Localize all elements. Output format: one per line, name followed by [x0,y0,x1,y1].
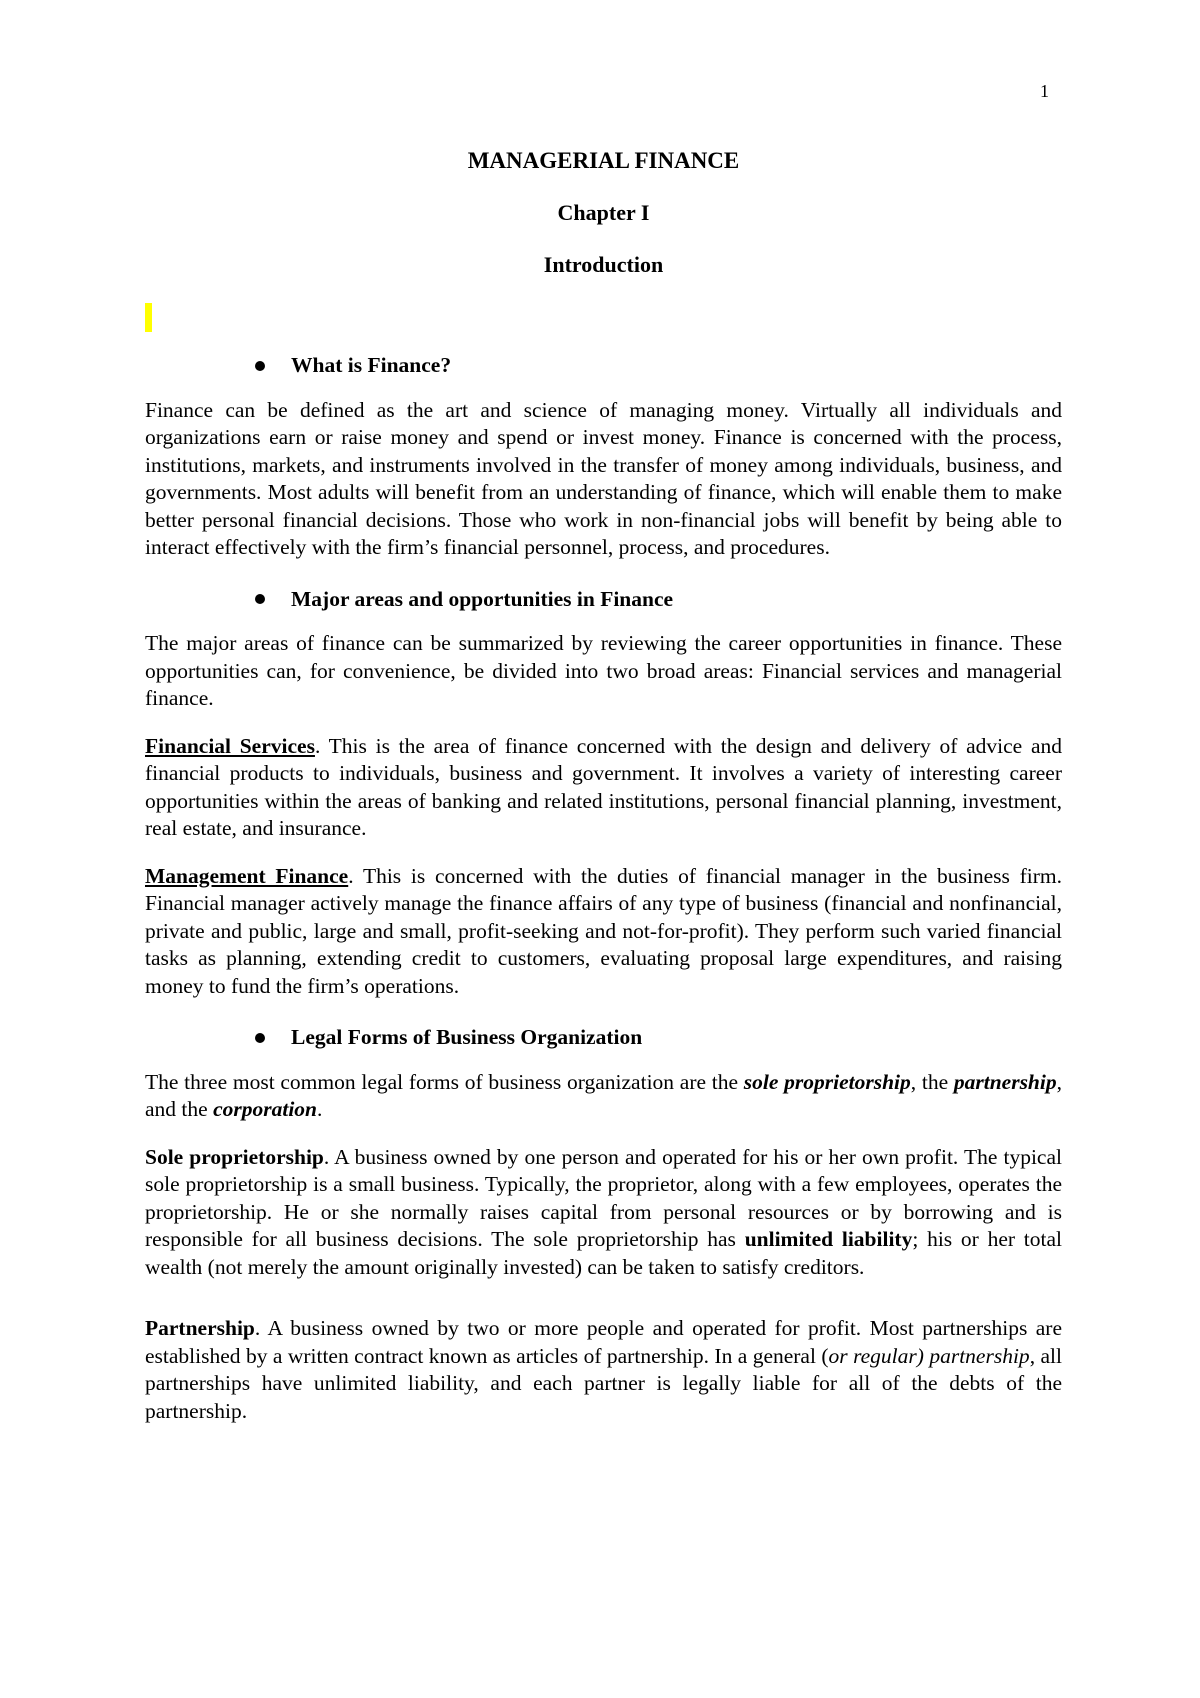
term-sole-proprietorship: sole proprietorship [743,1069,911,1094]
paragraph-legal-forms-intro [145,1069,1062,1124]
chapter-heading: Chapter I [557,200,650,225]
term-regular-partnership: or regular) partnership [828,1343,1030,1368]
term-unlimited-liability: unlimited liability [744,1227,913,1251]
bullet-icon [255,361,265,371]
term-corporation: corporation [213,1097,317,1121]
paragraph-finance-definition: Finance can be defined as the art and science of managing money. Virtually all individuals and organizations earn or raise money and spend or invest money. Finance is concerned with the process, institutions, markets, and instruments involved in the transfer of money among individuals, business, and governments. Most adults will benefit from an understanding of finance, which will enable them to make better personal financial decisions. Those who work in non-financial jobs will benefit by being able to interact effectively with the firm’s financial personnel, process, and procedures. [145,397,1062,559]
text-fragment: , and the [145,1069,1062,1121]
paragraph-sole-proprietorship [145,1144,1062,1282]
financial-services-text: . This is the area of finance concerned with the design and delivery of advice and financial products to individuals, business and government. It involves a variety of interesting career opportunities within the areas of banking and related institutions, personal financial planning, investment, real estate, and insurance. [145,733,1062,840]
section-heading-legal-forms [145,1024,1062,1052]
page-number: 1 [1040,81,1049,101]
term-financial-services: Financial Services [145,733,315,758]
text-fragment: , the [910,1069,954,1094]
text-cursor-highlight [145,303,152,332]
chapter-subtitle: Introduction [543,252,664,277]
text-fragment: ; his or her total wealth (not merely the amount originally invested) can be taken to satisfy creditors. [145,1227,1063,1279]
term-sole-proprietorship-bold: Sole proprietorship [145,1144,324,1169]
term-management-finance: Management Finance [145,863,349,888]
paragraph-partnership [145,1315,1062,1425]
term-partnership: partnership [953,1069,1057,1094]
section-heading-what-is-finance [145,352,1062,380]
management-finance-text: . This is concerned with the duties of financial manager in the business firm. Financial manager actively manage the finance affairs of any type of business (financial and nonfinancial, private and public, large and small, profit-seeking and not-for-profit). They perform such varied financial tasks as planning, extending credit to customers, evaluating proposal large expenditures, and raising money to fund the firm’s operations. [145,863,1062,998]
section-heading-major-areas [145,586,1062,614]
text-fragment: . [317,1097,323,1121]
section-heading-text: Legal Forms of Business Organization [291,1025,643,1049]
bullet-icon [255,1033,265,1043]
text-fragment: , all partnerships have unlimited liability, and each partner is legally liable for all of the debts of the partnership. [145,1343,1062,1423]
text-fragment: . A business owned by one person and operated for his or her own profit. The typical sole proprietorship is a small business. Typically, the proprietor, along with a few employees, operates the proprietorship. He or she normally raises capital from personal resources or by borrowing and is responsible for all business decisions. The sole proprietorship has [145,1144,1062,1251]
document-body [145,146,1062,1445]
paragraph-major-areas: The major areas of finance can be summarized by reviewing the career opportunities in finance. These opportunities can, for convenience, be divided into two broad areas: Financial services and managerial finance. [145,631,1062,710]
text-fragment: The three most common legal forms of business organization are the [145,1069,744,1094]
section-heading-text: Major areas and opportunities in Finance [291,586,674,611]
section-heading-text: What is Finance? [291,353,452,377]
paragraph-financial-services [145,733,1062,843]
document-title: MANAGERIAL FINANCE [467,148,740,173]
term-partnership-bold: Partnership [145,1316,255,1340]
bullet-icon [255,594,265,604]
text-fragment: . A business owned by two or more people and operated for profit. Most partnerships are established by a written contract known as articles of partnership. In a general ( [145,1316,1062,1368]
paragraph-management-finance [145,863,1062,1001]
